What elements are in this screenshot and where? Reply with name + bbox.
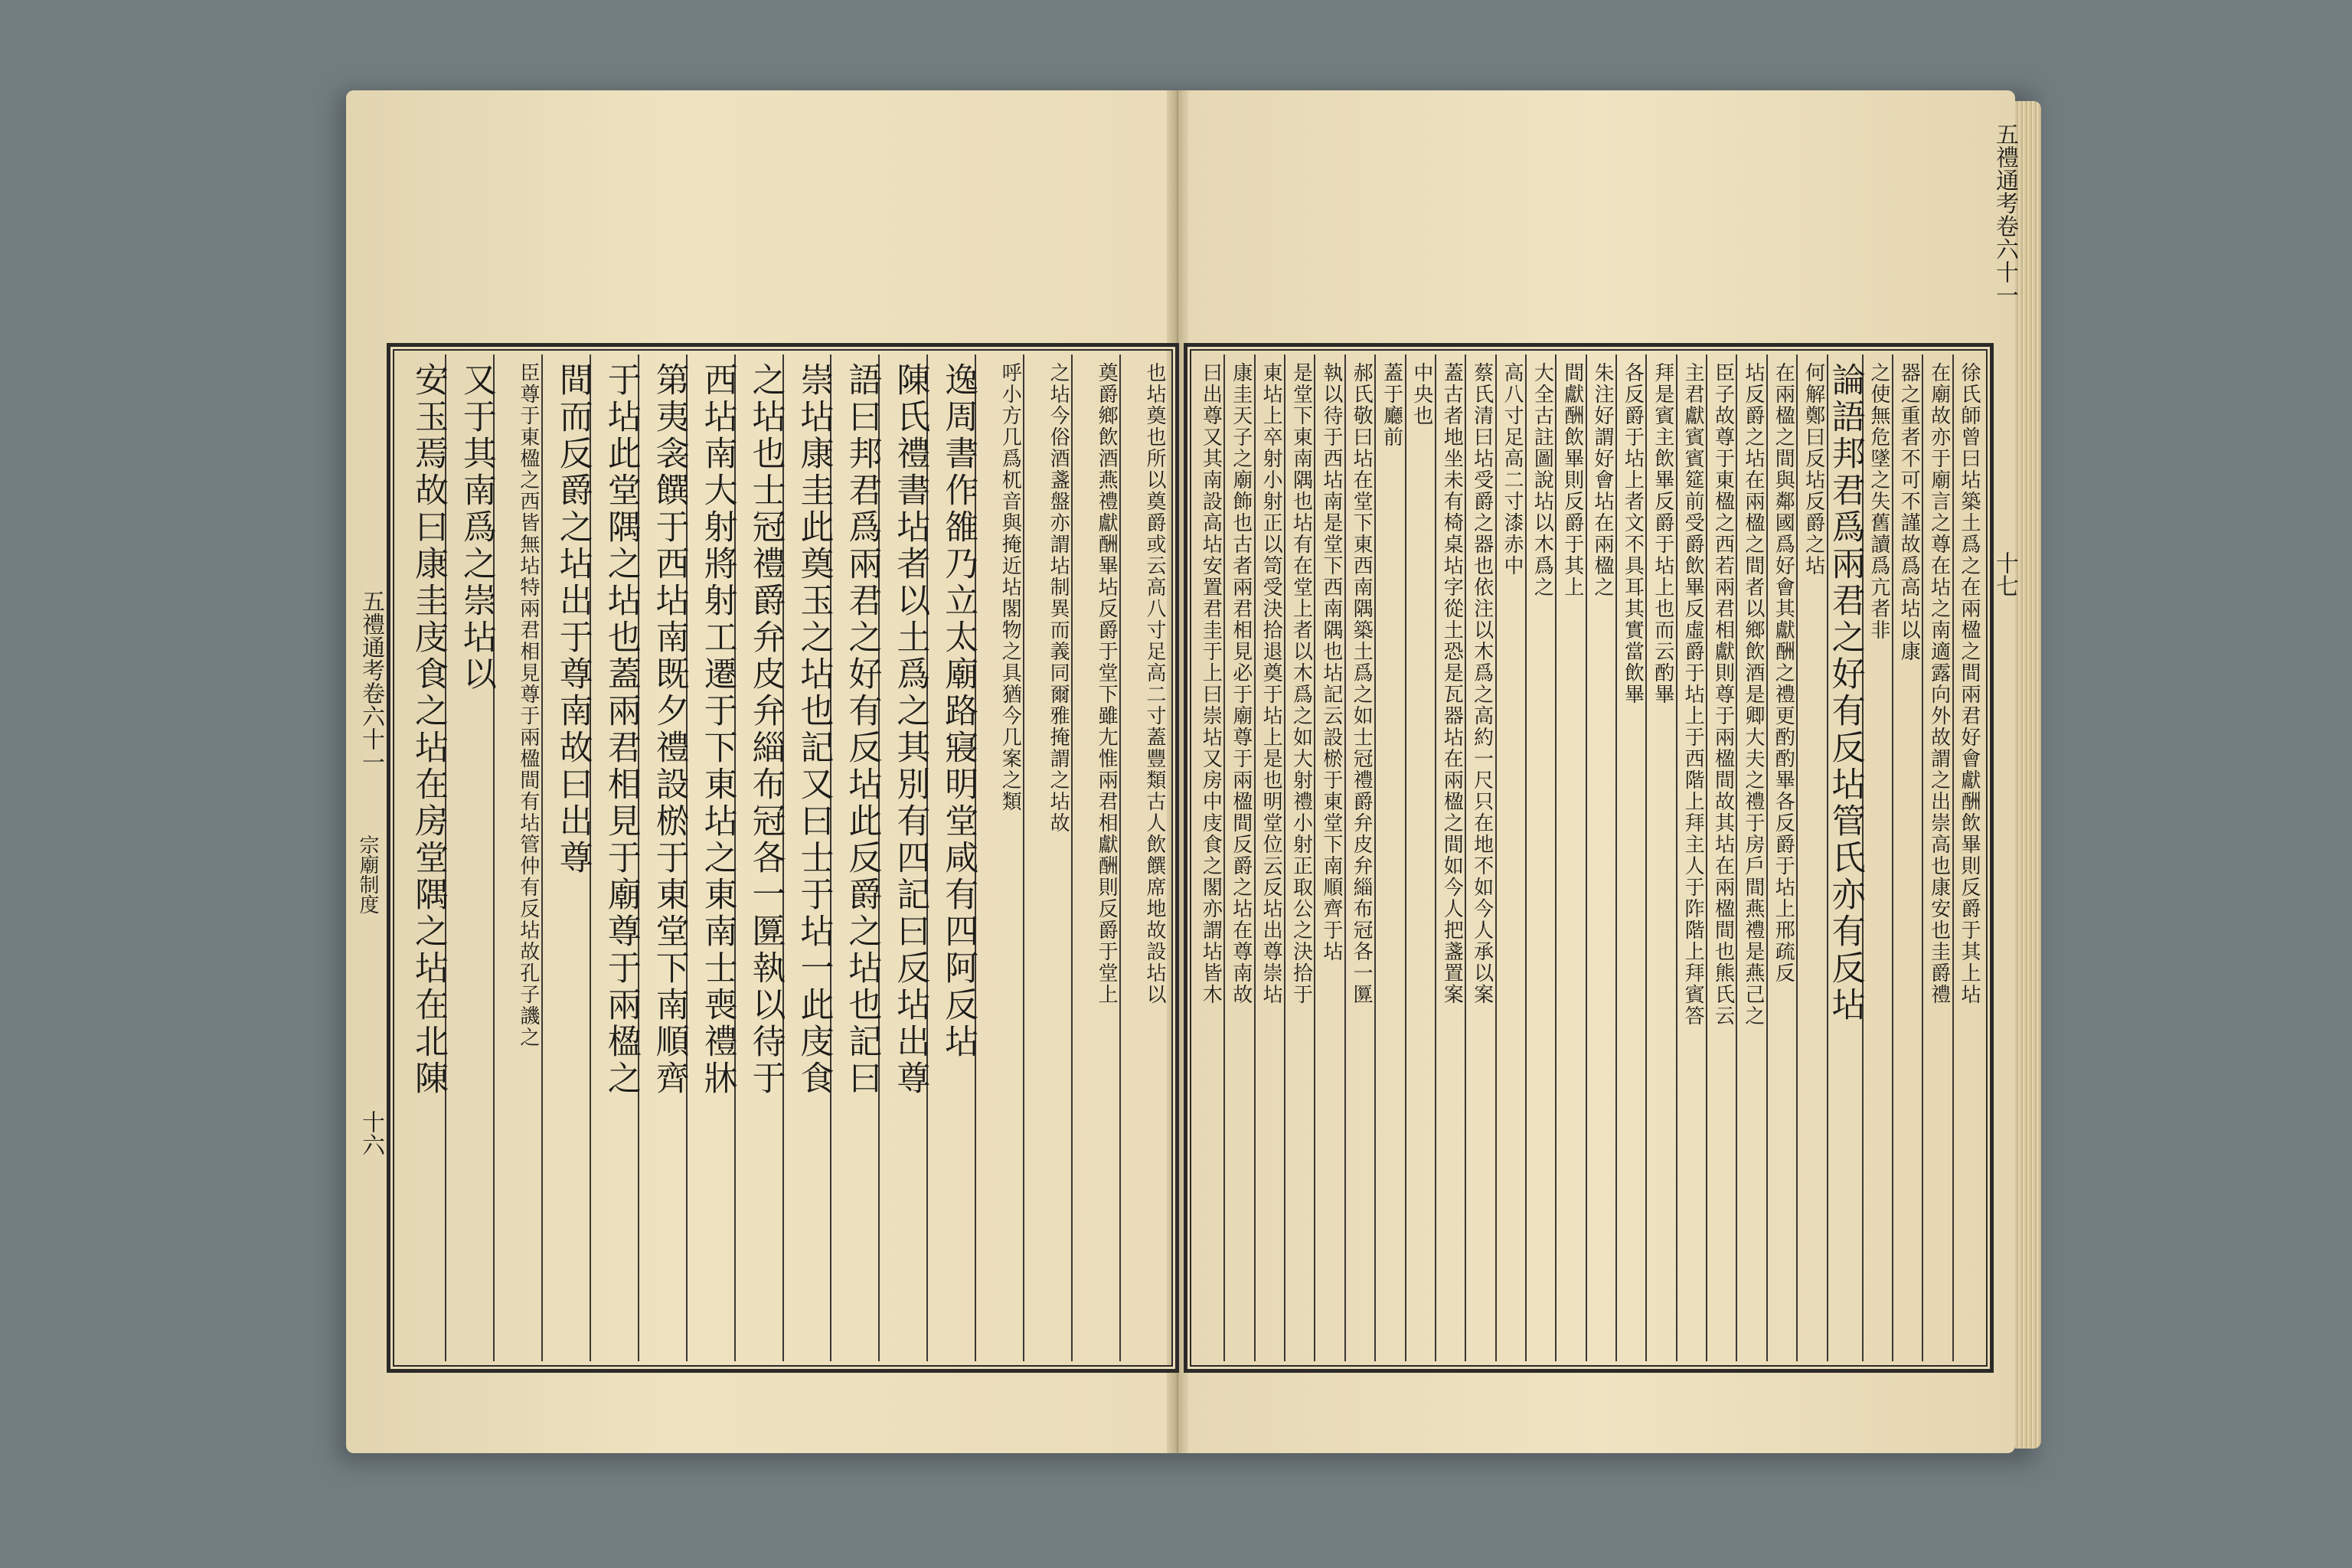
right-text-column: 坫反爵之坫在兩楹之間者以鄉飲酒是卿大夫之禮于房戶間燕禮是燕己之 [1736, 354, 1766, 1361]
left-text-column: 西坫南大射將射工遷于下東坫之東南士喪禮牀 [686, 354, 734, 1361]
right-text-column: 各反爵于坫上者文不具耳其實當飲畢 [1615, 354, 1645, 1361]
right-text-column: 拜是賓主飲畢反爵于坫上也而云酌畢 [1645, 354, 1675, 1361]
left-text-column: 之坫今俗酒盞盤亦謂坫制異而義同爾雅掩謂之坫故 [1023, 354, 1071, 1361]
right-text-column: 曰出尊又其南設高坫安置君圭于上曰崇坫又房中庋食之閣亦謂坫皆木 [1199, 362, 1223, 1005]
right-text-column: 器之重者不可不謹故爲高坫以康 [1892, 354, 1922, 1361]
right-text-column: 之使無危墜之失舊讀爲亢者非 [1862, 354, 1892, 1361]
left-text-column: 也坫奠也所以奠爵或云高八寸足高二寸蓋豐類古人飲饌席地故設坫以 [1119, 354, 1168, 1361]
left-leaf-number: 十六 [358, 1110, 384, 1156]
left-text-column: 于坫此堂隅之坫也蓋兩君相見于廟尊于兩楹之 [590, 354, 638, 1361]
right-text-column: 臣子故尊于東楹之西若兩君相獻則尊于兩楹間故其坫在兩楹間也熊氏云 [1706, 354, 1736, 1361]
right-text-frame [1184, 343, 1994, 1373]
right-text-column: 東坫上卒射小射正以笥受決拾退奠于坫上是也明堂位云反坫出尊崇坫 [1254, 354, 1284, 1361]
right-text-column: 蓋古者地坐未有椅桌坫字從土恐是瓦器坫在兩楹之間如今人把盞置案 [1435, 354, 1465, 1361]
right-margin-title: 五禮通考卷六十一 [1991, 122, 2018, 306]
right-text-column: 在廟故亦于廟言之尊在坫之南適露向外故謂之出崇高也康安也圭爵禮 [1922, 354, 1952, 1361]
right-text-column: 在兩楹之間與鄰國爲好會其獻酬之禮更酌酌畢各反爵于坫上邢疏反 [1766, 354, 1796, 1361]
right-text-column: 主君獻賓賓筵前受爵飲畢反虛爵于坫上于西階上拜主人于阼階上拜賓答 [1676, 354, 1706, 1361]
left-text-column: 之坫也士冠禮爵弁皮弁緇布冠各一匴執以待于 [734, 354, 782, 1361]
left-text-column: 陳氏禮書坫者以土爲之其別有四記曰反坫出尊 [878, 354, 926, 1361]
left-text-column: 又于其南爲之崇坫以 [445, 354, 493, 1361]
left-text-column: 安玉焉故曰康圭庋食之坫在房堂隅之坫在北陳 [408, 362, 448, 1097]
left-text-column: 崇坫康圭此奠玉之坫也記又曰士于坫一此庋食 [782, 354, 831, 1361]
right-text-column: 朱注好謂好會坫在兩楹之 [1586, 354, 1615, 1361]
right-text-column: 論語邦君爲兩君之好有反坫管氏亦有反坫 [1827, 354, 1862, 1361]
left-text-column: 語曰邦君爲兩君之好有反坫此反爵之坫也記曰 [830, 354, 878, 1361]
left-margin-title: 五禮通考卷六十一 [358, 590, 384, 773]
right-columns [1195, 354, 1982, 1361]
right-text-column: 間獻酬飲畢則反爵于其上 [1555, 354, 1585, 1361]
right-text-column: 執以待于西坫南是堂下西南隅也坫記云設棜于東堂下南順齊于坫 [1314, 354, 1344, 1361]
left-columns [398, 354, 1168, 1361]
right-text-column: 是堂下東南隅也坫有在堂上者以木爲之如大射禮小射正取公之決拾于 [1284, 354, 1314, 1361]
left-margin-section: 宗廟制度 [356, 835, 379, 914]
right-text-column: 中央也 [1405, 354, 1435, 1361]
right-leaf-number: 十七 [1991, 551, 2018, 597]
left-text-column: 第夷衾饌于西坫南既夕禮設棜于東堂下南順齊 [638, 354, 686, 1361]
right-text-column: 何解鄭曰反坫反爵之坫 [1796, 354, 1826, 1361]
right-text-column: 蓋于廳前 [1374, 354, 1404, 1361]
right-text-column: 高八寸足高二寸漆赤中 [1495, 354, 1525, 1361]
right-text-column: 郝氏敬曰坫在堂下東西南隅築土爲之如士冠禮爵弁皮弁緇布冠各一匴 [1344, 354, 1374, 1361]
left-text-column: 呼小方几爲杌音與掩近坫閣物之具猶今几案之類 [975, 354, 1023, 1361]
left-text-column: 臣尊于東楹之西皆無坫特兩君相見尊于兩楹間有坫管仲有反坫故孔子譏之 [493, 354, 541, 1361]
right-text-column: 蔡氏清曰坫受爵之器也依注以木爲之高約一尺只在地不如今人承以案 [1465, 354, 1494, 1361]
right-text-column: 大全古註圖說坫以木爲之 [1525, 354, 1555, 1361]
left-text-frame [387, 343, 1179, 1373]
left-text-column: 逸周書作雒乃立太廟路寢明堂咸有四阿反坫 [926, 354, 975, 1361]
left-text-column: 間而反爵之坫出于尊南故曰出尊 [541, 354, 590, 1361]
right-text-column: 徐氏師曾曰坫築土爲之在兩楹之間兩君好會獻酬飲畢則反爵于其上坫 [1952, 354, 1982, 1361]
right-text-column: 康圭天子之廟飾也古者兩君相見必于廟尊于兩楹間反爵之坫在尊南故 [1223, 354, 1253, 1361]
left-text-column: 奠爵鄉飲酒燕禮獻酬畢坫反爵于堂下雖尢惟兩君相獻酬則反爵于堂上 [1071, 354, 1119, 1361]
